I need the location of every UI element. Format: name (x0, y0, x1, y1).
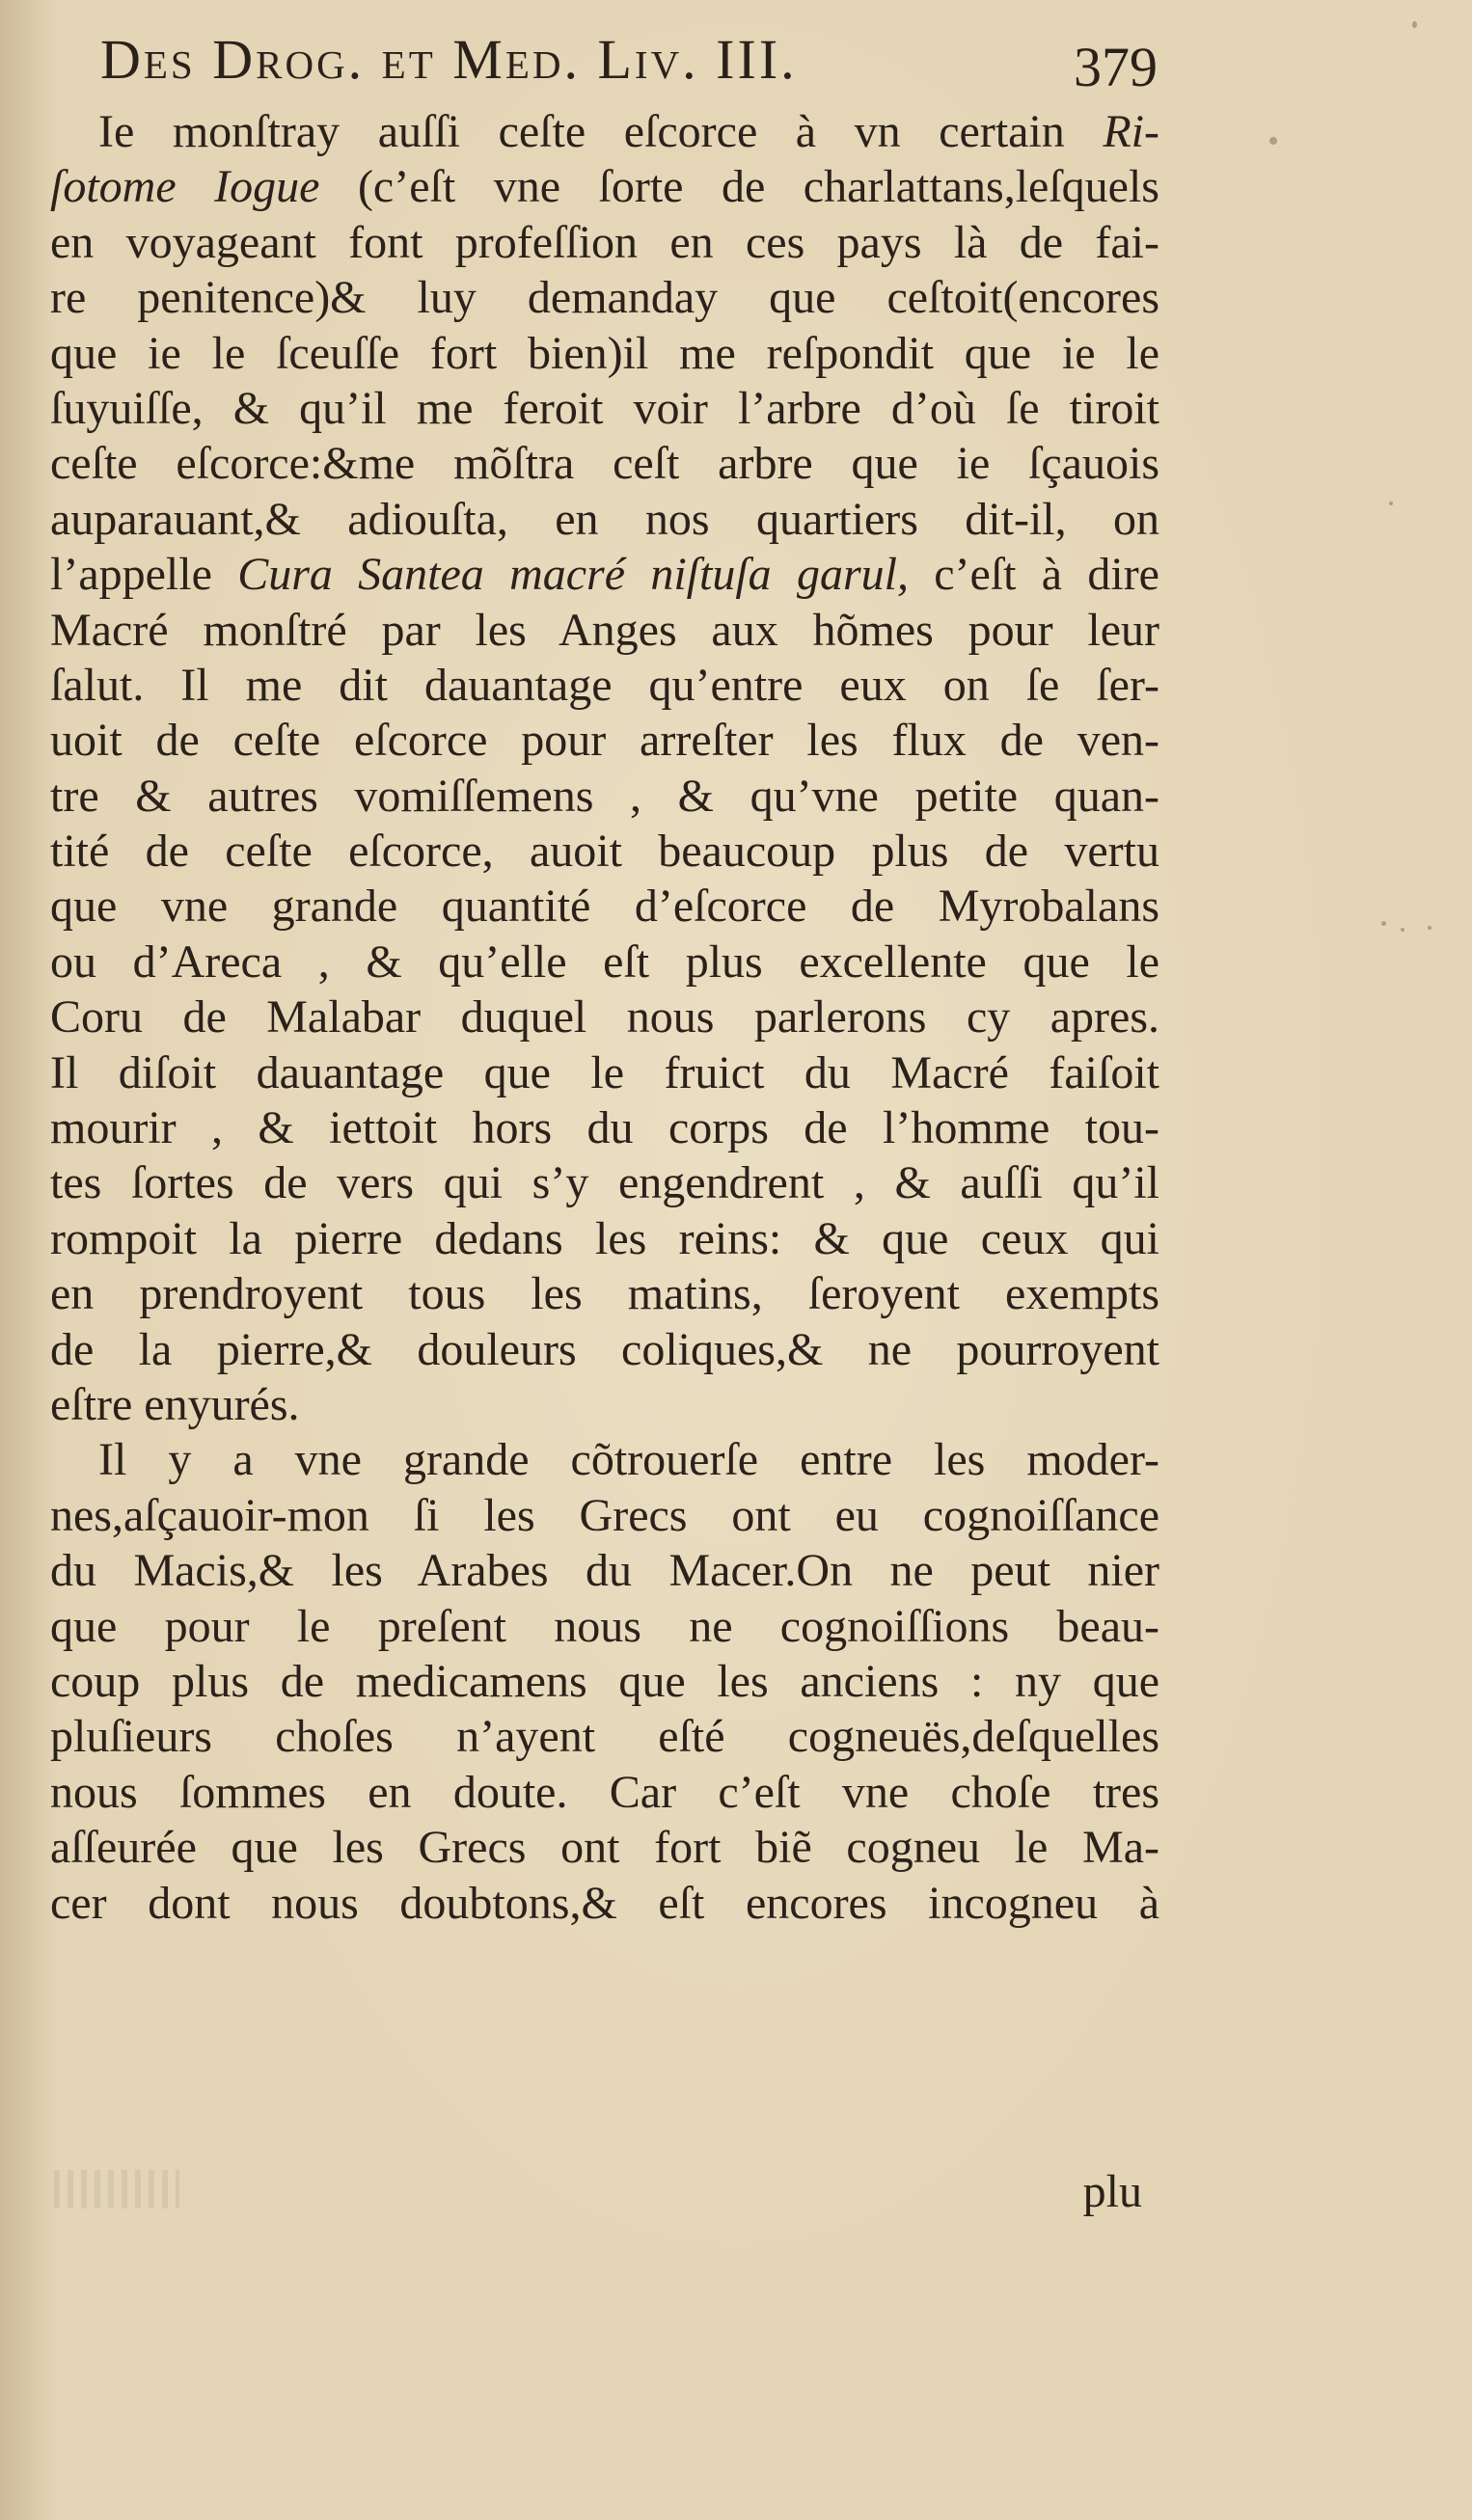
text-span: ceſte eſcorce:&me mõſtra ceſt arbre que ie ſçauois (50, 438, 1159, 490)
text-span: Il y a vne grande cõtrouerſe entre les moder- (98, 1434, 1159, 1486)
text-line (50, 1709, 1159, 1764)
text-line (50, 989, 1159, 1044)
text-span: c’eſt à dire (908, 549, 1159, 601)
text-span: que pour le preſent nous ne cognoiſſions beau- (50, 1600, 1159, 1652)
text-line (50, 1654, 1159, 1709)
text-span: Ie monſtray auſſi ceſte eſcorce à vn certain (98, 106, 1104, 157)
text-span: Coru de Malabar duquel nous parlerons cy apres. (50, 991, 1159, 1043)
text-span: nous ſommes en doute. Car c’eſt vne choſe tres (50, 1766, 1159, 1818)
text-line (50, 1045, 1159, 1100)
text-line (50, 1876, 1159, 1931)
text-span: Macré monſtré par les Anges aux hõmes pour leur (50, 604, 1159, 656)
text-span: ſuyuiſſe, & qu’il me feroit voir l’arbre d’où ſe tiroit (50, 382, 1159, 434)
text-line (50, 879, 1159, 934)
text-line (50, 215, 1159, 270)
ink-speck (1412, 21, 1417, 28)
text-span: re penitence)& luy demanday que ceſtoit(encores (50, 272, 1159, 324)
text-line (50, 104, 1159, 159)
text-span: l’appelle (50, 549, 238, 601)
text-line (50, 769, 1159, 824)
italic-text: Ri- (1103, 106, 1159, 157)
text-line (50, 1377, 1159, 1432)
ink-speck (1269, 137, 1277, 145)
running-head: Des Drog. et Med. Liv. III. (100, 28, 798, 91)
catchword: plu (1082, 2166, 1142, 2217)
italic-text: Cura Santea macré niſtuſa garul, (237, 549, 909, 601)
show-through (54, 2170, 179, 2208)
text-line (50, 326, 1159, 381)
text-span: coup plus de medicamens que les anciens : ny que (50, 1655, 1159, 1707)
ink-speck (1389, 501, 1393, 505)
text-span: tre & autres vomiſſemens , & qu’vne petite quan- (50, 770, 1159, 822)
text-line (50, 713, 1159, 768)
text-span: mourir , & iettoit hors du corps de l’homme tou- (50, 1102, 1159, 1154)
text-line (50, 1820, 1159, 1875)
running-header (100, 27, 1158, 114)
text-line (50, 270, 1159, 325)
text-span: que vne grande quantité d’eſcorce de Myrobalans (50, 881, 1159, 933)
text-span: auparauant,& adiouſta, en nos quartiers dit-il, on (50, 493, 1159, 545)
text-span: ou d’Areca , & qu’elle eſt plus excellente que le (50, 935, 1159, 988)
text-span: ſalut. Il me dit dauantage qu’entre eux on ſe ſer- (50, 659, 1159, 711)
text-span: Il diſoit dauantage que le fruict du Macré faiſoit (50, 1046, 1159, 1098)
text-line (50, 1266, 1159, 1321)
text-line (50, 492, 1159, 547)
text-line (50, 603, 1159, 658)
text-line (50, 1765, 1159, 1820)
text-line (50, 381, 1159, 436)
text-line (50, 1322, 1159, 1377)
text-span: cer dont nous doubtons,& eſt encores incogneu à (50, 1877, 1159, 1929)
text-span: en voyageant font profeſſion en ces pays là de fai- (50, 216, 1159, 268)
text-line (50, 1155, 1159, 1210)
text-line (50, 824, 1159, 879)
ink-speck (1428, 926, 1431, 930)
text-span: rompoit la pierre dedans les reins: & que ceux qui (50, 1212, 1159, 1264)
text-span: en prendroyent tous les matins, ſeroyent exempts (50, 1268, 1159, 1320)
text-span: pluſieurs choſes n’ayent eſté cogneuës,deſquelles (50, 1711, 1159, 1763)
ink-speck (1381, 921, 1386, 926)
text-span: aſſeurée que les Grecs ont fort biẽ cogneu le Ma- (50, 1822, 1159, 1874)
text-span: de la pierre,& douleurs coliques,& ne pourroyent (50, 1323, 1159, 1375)
text-line (50, 1488, 1159, 1543)
page-number: 379 (1074, 36, 1158, 98)
text-line (50, 547, 1159, 602)
text-line (50, 935, 1159, 989)
text-span: uoit de ceſte eſcorce pour arreſter les flux de ven- (50, 715, 1159, 767)
text-span: eſtre enyurés. (50, 1378, 300, 1430)
text-line (50, 1599, 1159, 1654)
italic-text: ſotome Iogue (50, 161, 320, 213)
text-span: tes ſortes de vers qui s’y engendrent , & auſſi qu’il (50, 1157, 1159, 1209)
text-line (50, 1543, 1159, 1598)
text-span: tité de ceſte eſcorce, auoit beaucoup plus de vertu (50, 826, 1159, 878)
text-span: nes,aſçauoir-mon ſi les Grecs ont eu cognoiſſance (50, 1489, 1159, 1541)
text-line (50, 1432, 1159, 1487)
body-text (50, 104, 1159, 1931)
text-span: que ie le ſceuſſe fort bien)il me reſpondit que ie le (50, 327, 1159, 379)
text-line (50, 1211, 1159, 1266)
text-span: du Macis,& les Arabes du Macer.On ne peut nier (50, 1545, 1159, 1597)
text-line (50, 159, 1159, 214)
text-line (50, 658, 1159, 713)
text-line (50, 1100, 1159, 1155)
text-line (50, 436, 1159, 491)
text-span: (c’eſt vne ſorte de charlattans,leſquels (319, 161, 1159, 213)
ink-speck (1401, 928, 1404, 932)
